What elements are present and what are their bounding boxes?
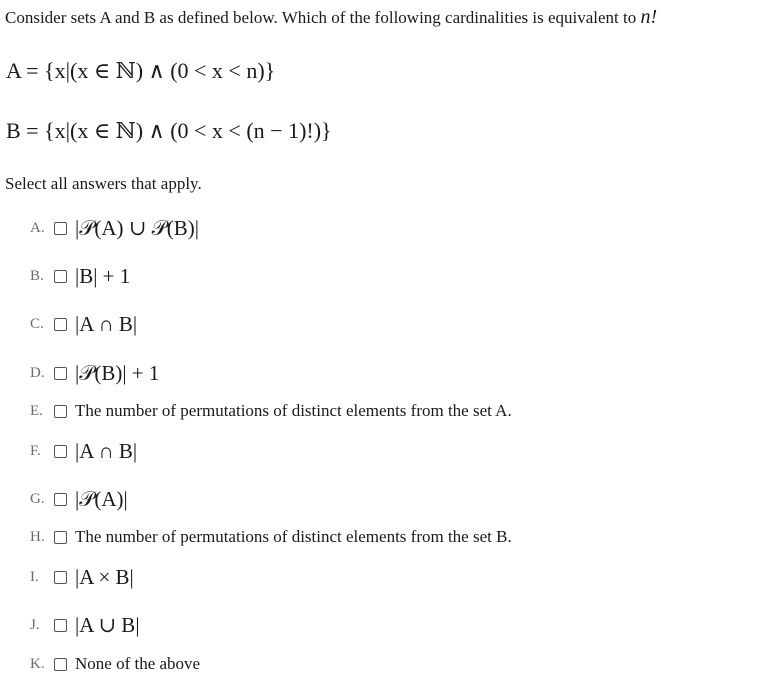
set-b-definition: B = {x|(x ∈ ℕ) ∧ (0 < x < (n − 1)!)}: [6, 118, 332, 143]
option-d[interactable]: [30, 358, 159, 388]
option-letter: H.: [30, 528, 45, 545]
option-i[interactable]: [30, 562, 134, 592]
option-h-checkbox[interactable]: [54, 531, 67, 544]
option-label: |𝒫(A)|: [75, 486, 128, 511]
option-letter: B.: [30, 267, 44, 284]
option-d-checkbox[interactable]: [54, 367, 67, 380]
option-label: The number of permutations of distinct elements from the set A.: [75, 401, 512, 420]
option-a[interactable]: [30, 213, 199, 243]
option-e[interactable]: [30, 396, 512, 426]
option-a-checkbox[interactable]: [54, 222, 67, 235]
option-k[interactable]: [30, 649, 200, 679]
option-k-checkbox[interactable]: [54, 658, 67, 671]
option-label: None of the above: [75, 654, 201, 673]
option-label: |B| + 1: [75, 263, 131, 288]
option-letter: I.: [30, 568, 39, 585]
option-label: |A ∪ B|: [75, 612, 140, 637]
set-a-definition: A = {x|(x ∈ ℕ) ∧ (0 < x < n)}: [6, 58, 276, 83]
option-label: |𝒫(B)| + 1: [75, 360, 160, 385]
option-c-checkbox[interactable]: [54, 318, 67, 331]
option-h[interactable]: [30, 522, 512, 552]
option-letter: E.: [30, 402, 43, 419]
option-letter: A.: [30, 219, 45, 236]
option-label: |A ∩ B|: [75, 438, 138, 463]
option-letter: D.: [30, 364, 45, 381]
option-e-checkbox[interactable]: [54, 405, 67, 418]
option-f-checkbox[interactable]: [54, 445, 67, 458]
option-label: |𝒫(A) ∪ 𝒫(B)|: [75, 215, 199, 240]
option-label: |A ∩ B|: [75, 311, 138, 336]
option-i-checkbox[interactable]: [54, 571, 67, 584]
option-letter: G.: [30, 490, 45, 507]
question-prompt: [5, 6, 657, 29]
option-f[interactable]: [30, 436, 137, 466]
option-b-checkbox[interactable]: [54, 270, 67, 283]
option-c[interactable]: [30, 309, 137, 339]
instruction-text: Select all answers that apply.: [5, 174, 202, 193]
option-letter: K.: [30, 655, 45, 672]
option-g[interactable]: [30, 484, 128, 514]
option-b[interactable]: [30, 261, 130, 291]
option-letter: C.: [30, 315, 44, 332]
option-j[interactable]: [30, 610, 140, 640]
option-letter: J.: [30, 616, 40, 633]
option-label: The number of permutations of distinct elements from the set B.: [75, 527, 512, 546]
option-g-checkbox[interactable]: [54, 493, 67, 506]
option-letter: F.: [30, 442, 41, 459]
question-variable: n!: [640, 6, 658, 28]
question-text: Consider sets A and B as defined below. Which of the following cardinalities is equivalent to: [5, 8, 641, 27]
option-label: |A × B|: [75, 564, 134, 589]
option-j-checkbox[interactable]: [54, 619, 67, 632]
